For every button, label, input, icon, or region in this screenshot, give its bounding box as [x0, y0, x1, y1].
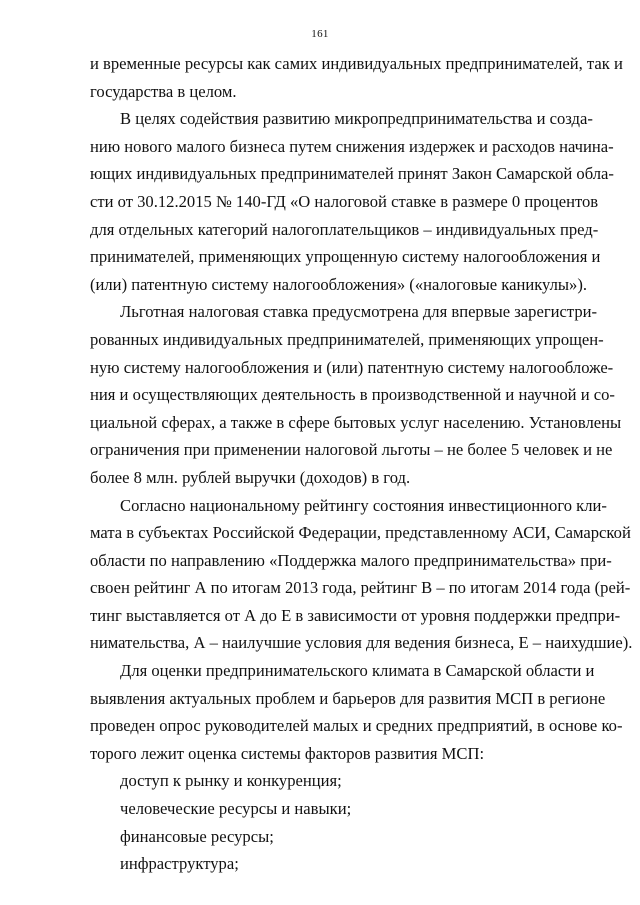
text-line: мата в субъектах Российской Федерации, представленному АСИ, Самарской — [90, 523, 631, 543]
document-body — [90, 50, 633, 878]
text-line: государства в целом. — [90, 81, 237, 101]
text-line: торого лежит оценка системы факторов развития МСП: — [90, 743, 485, 763]
paragraph-tax-rate — [90, 298, 622, 491]
text-line: тинг выставляется от А до Е в зависимости от уровня поддержки предпри- — [90, 605, 621, 625]
paragraph-rating — [90, 492, 633, 658]
text-line: проведен опрос руководителей малых и средних предприятий, в основе ко- — [90, 716, 623, 736]
text-line: своен рейтинг А по итогам 2013 года, рейтинг В – по итогам 2014 года (рей- — [90, 578, 631, 598]
text-line: ющих индивидуальных предпринимателей принят Закон Самарской обла- — [90, 164, 614, 184]
page-number: 161 — [311, 28, 329, 40]
text-line: области по направлению «Поддержка малого предпринимательства» при- — [90, 550, 612, 570]
list-item: инфраструктура; — [120, 854, 239, 874]
paragraph-survey — [90, 657, 623, 767]
text-line: Согласно национальному рейтингу состояния инвестиционного кли- — [120, 495, 607, 515]
list-item: человеческие ресурсы и навыки; — [120, 799, 352, 819]
text-line: рованных индивидуальных предпринимателей, применяющих упрощен- — [90, 329, 604, 349]
text-line: ограничения при применении налоговой льготы – не более 5 человек и не — [90, 440, 613, 460]
list-item: финансовые ресурсы; — [120, 826, 274, 846]
text-line: В целях содействия развитию микропредпринимательства и созда- — [120, 109, 593, 129]
paragraph-law — [90, 105, 614, 298]
text-line: Для оценки предпринимательского климата в Самарской области и — [120, 661, 595, 681]
text-line: сти от 30.12.2015 № 140-ГД «О налоговой ставке в размере 0 процентов — [90, 191, 599, 211]
text-line: для отдельных категорий налогоплательщиков – индивидуальных пред- — [90, 219, 599, 239]
text-line: принимателей, применяющих упрощенную систему налогообложения и — [90, 247, 601, 267]
text-line: и временные ресурсы как самих индивидуальных предпринимателей, так и — [90, 54, 623, 73]
text-line: ную систему налогообложения и (или) патентную систему налогообложе- — [90, 357, 614, 377]
paragraph-continuation — [90, 50, 623, 105]
text-line: нию нового малого бизнеса путем снижения издержек и расходов начина- — [90, 136, 614, 156]
text-line: более 8 млн. рублей выручки (доходов) в год. — [90, 467, 411, 487]
text-line: циальной сферах, а также в сфере бытовых услуг населению. Установлены — [90, 412, 622, 432]
text-line: ния и осуществляющих деятельность в производственной и научной и со- — [90, 385, 615, 405]
text-line: нимательства, А – наилучшие условия для ведения бизнеса, Е – наихудшие). — [90, 633, 633, 653]
text-line: Льготная налоговая ставка предусмотрена для впервые зарегистри- — [120, 302, 598, 322]
list-item: доступ к рынку и конкуренция; — [120, 771, 342, 791]
text-line: (или) патентную систему налогообложения» («налоговые каникулы»). — [90, 274, 588, 294]
text-line: выявления актуальных проблем и барьеров для развития МСП в регионе — [90, 688, 606, 708]
factor-list — [90, 767, 570, 877]
